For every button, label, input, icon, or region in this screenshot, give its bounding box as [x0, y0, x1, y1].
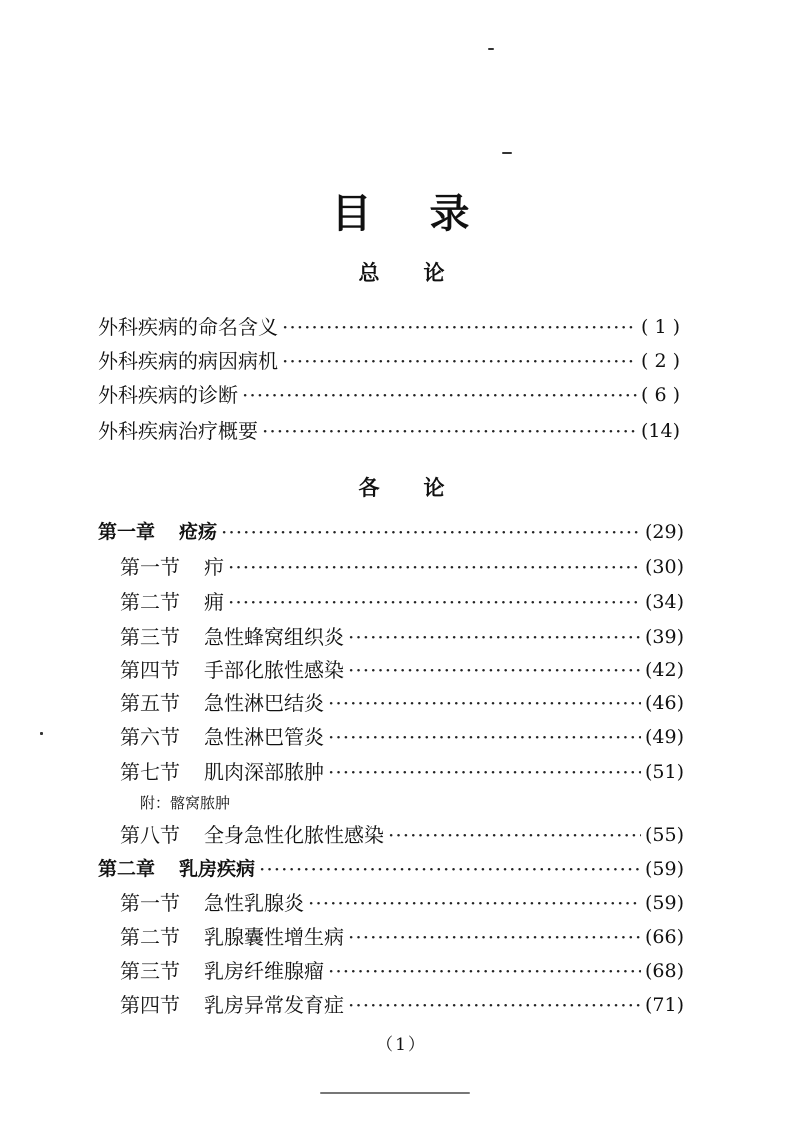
section-number: 第一节: [120, 555, 180, 579]
section-title: 急性乳腺炎: [204, 891, 304, 915]
chapter-number: 第一章: [98, 521, 156, 543]
toc-entry[interactable]: [98, 378, 680, 412]
leader-dots: [348, 920, 641, 954]
specific-heading-char-2: 论: [423, 476, 445, 500]
entry-label: 外科疾病的诊断: [98, 383, 238, 407]
page-number: (68): [644, 960, 684, 982]
section-number: 第八节: [120, 823, 180, 847]
toc-section[interactable]: [120, 920, 684, 954]
entry-label: 外科疾病的命名含义: [98, 315, 278, 339]
section-title: 急性蜂窝组织炎: [204, 625, 344, 649]
page-number: (30): [644, 556, 684, 578]
page-number: ( 6 ): [641, 384, 680, 406]
toc-section[interactable]: [120, 755, 684, 789]
chapter-title: 乳房疾病: [179, 858, 256, 880]
leader-dots: [348, 653, 641, 687]
general-heading-char-1: 总: [358, 261, 380, 285]
leader-dots: [308, 886, 641, 920]
entry-label: 外科疾病的病因病机: [98, 349, 278, 373]
section-title: 乳房异常发育症: [204, 993, 344, 1017]
toc-section[interactable]: [120, 886, 684, 920]
section-number: 第四节: [120, 658, 180, 682]
page-number: (14): [640, 420, 680, 442]
page-number: ( 1 ): [641, 316, 680, 338]
chapter-number: 第二章: [98, 858, 156, 880]
entry-label: 外科疾病治疗概要: [98, 419, 258, 443]
page-number: (29): [644, 521, 684, 543]
leader-dots: [348, 988, 641, 1022]
leader-dots: [242, 378, 637, 412]
leader-dots: [328, 954, 641, 988]
leader-dots: [262, 414, 637, 448]
title-char-1: 目: [331, 191, 374, 237]
scan-speck: [320, 1092, 470, 1094]
page-number: (59): [644, 858, 684, 880]
page-title: [0, 182, 803, 239]
section-number: 第一节: [120, 891, 180, 915]
leader-dots: [388, 818, 641, 852]
section-title: 手部化脓性感染: [204, 658, 344, 682]
leader-dots: [221, 515, 641, 549]
section-number: 第二节: [120, 590, 180, 614]
section-number: 第二节: [120, 925, 180, 949]
leader-dots: [348, 620, 641, 654]
leader-dots: [259, 852, 641, 886]
general-section-heading: [0, 257, 803, 287]
toc-entry[interactable]: [98, 310, 680, 344]
toc-section[interactable]: [120, 988, 684, 1022]
page-number: (59): [644, 892, 684, 914]
page-number: (49): [644, 726, 684, 748]
toc-entry[interactable]: [98, 414, 680, 448]
section-number: 第三节: [120, 959, 180, 983]
section-title: 疖: [204, 555, 224, 579]
scan-speck: [40, 732, 43, 735]
section-title: 肌肉深部脓肿: [204, 760, 324, 784]
page-number: ( 2 ): [641, 350, 680, 372]
toc-section[interactable]: [120, 720, 684, 754]
leader-dots: [228, 550, 641, 584]
page-footer-number: （1）: [376, 1035, 427, 1055]
toc-chapter-1[interactable]: [98, 515, 684, 549]
page-number: (66): [644, 926, 684, 948]
section-title: 全身急性化脓性感染: [204, 823, 384, 847]
page-number: (71): [644, 994, 684, 1016]
page-number: (34): [644, 591, 684, 613]
section-title: 急性淋巴结炎: [204, 691, 324, 715]
leader-dots: [282, 310, 637, 344]
section-title: 乳腺囊性增生病: [204, 925, 344, 949]
page-number: (42): [644, 659, 684, 681]
general-heading-char-2: 论: [423, 261, 445, 285]
toc-entry[interactable]: [98, 344, 680, 378]
leader-dots: [328, 720, 641, 754]
page-number: (46): [644, 692, 684, 714]
toc-section[interactable]: [120, 686, 684, 720]
section-title: 急性淋巴管炎: [204, 725, 324, 749]
toc-section[interactable]: [120, 550, 684, 584]
toc-section[interactable]: [120, 818, 684, 852]
leader-dots: [228, 585, 641, 619]
section-number: 第三节: [120, 625, 180, 649]
specific-heading-char-1: 各: [358, 476, 380, 500]
page-number: (51): [644, 761, 684, 783]
toc-section[interactable]: [120, 653, 684, 687]
section-number: 第五节: [120, 691, 180, 715]
appendix-note: 附：髂窝脓肿: [140, 794, 231, 812]
leader-dots: [282, 344, 637, 378]
specific-section-heading: [0, 472, 803, 502]
scan-speck: [502, 152, 512, 154]
chapter-title: 疮疡: [179, 521, 218, 543]
toc-section[interactable]: [120, 585, 684, 619]
toc-chapter-2[interactable]: [98, 852, 684, 886]
scan-speck: [488, 48, 494, 50]
section-number: 第六节: [120, 725, 180, 749]
leader-dots: [328, 755, 641, 789]
section-title: 乳房纤维腺瘤: [204, 959, 324, 983]
section-number: 第四节: [120, 993, 180, 1017]
toc-section[interactable]: [120, 954, 684, 988]
page-number: (55): [644, 824, 684, 846]
section-number: 第七节: [120, 760, 180, 784]
title-char-2: 录: [429, 191, 472, 237]
leader-dots: [328, 686, 641, 720]
section-title: 痈: [204, 590, 224, 614]
page-number: (39): [644, 626, 684, 648]
toc-section[interactable]: [120, 620, 684, 654]
